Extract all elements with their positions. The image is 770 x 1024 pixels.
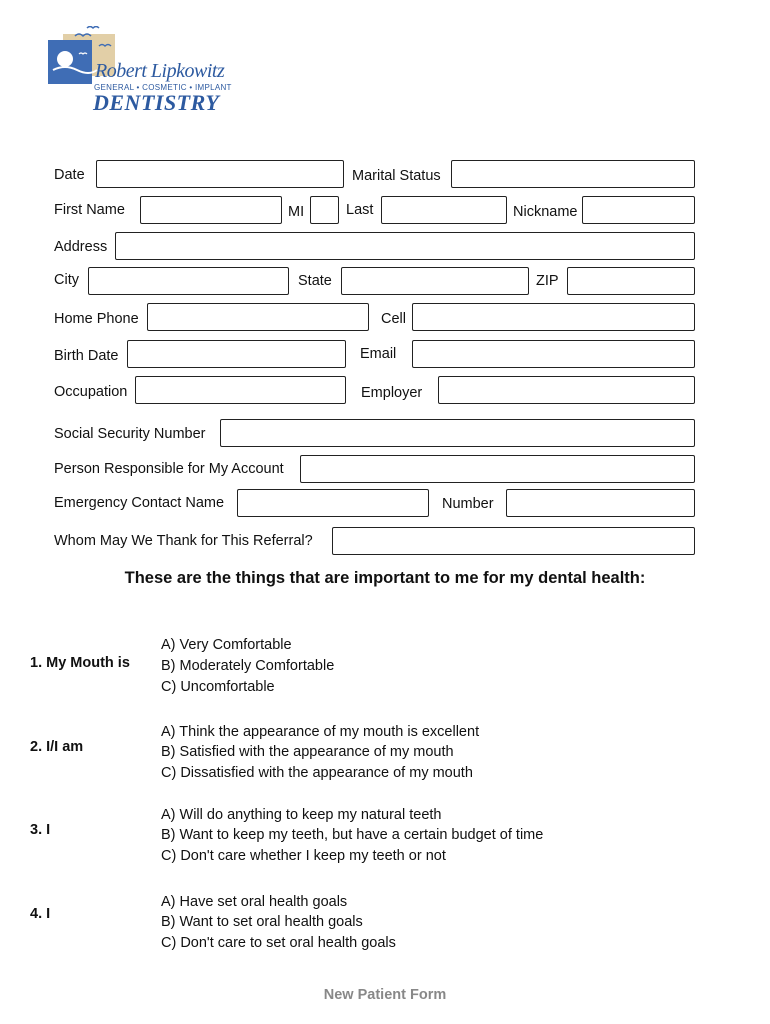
employer-label: Employer [361, 385, 423, 401]
question-option: A) Will do anything to keep my natural teeth [161, 807, 442, 823]
nickname-label: Nickname [513, 204, 578, 220]
page-footer: New Patient Form [323, 987, 447, 1003]
mi-field[interactable] [310, 196, 339, 224]
cell-field[interactable] [412, 303, 695, 331]
emergency-number-field[interactable] [506, 489, 695, 517]
emergency-name-field[interactable] [237, 489, 429, 517]
home-phone-field[interactable] [147, 303, 369, 331]
question-option: B) Moderately Comfortable [161, 658, 335, 674]
question-label: 2. I/I am [30, 739, 84, 755]
date-field[interactable] [96, 160, 344, 188]
question-option: B) Satisfied with the appearance of my mouth [161, 744, 454, 760]
responsible-field[interactable] [300, 455, 695, 483]
mi-label: MI [288, 204, 305, 220]
address-label: Address [54, 239, 108, 255]
email-field[interactable] [412, 340, 695, 368]
referral-field[interactable] [332, 527, 695, 555]
first-name-field[interactable] [140, 196, 282, 224]
ssn-field[interactable] [220, 419, 695, 447]
last-name-field[interactable] [381, 196, 507, 224]
question-option: B) Want to keep my teeth, but have a certain budget of time [161, 827, 544, 843]
zip-label: ZIP [536, 273, 559, 289]
cell-label: Cell [381, 311, 406, 327]
logo-name: Robert Lipkowitz [95, 60, 225, 82]
marital-status-field[interactable] [451, 160, 695, 188]
question-option: A) Think the appearance of my mouth is excellent [161, 724, 480, 740]
employer-field[interactable] [438, 376, 695, 404]
first-name-label: First Name [54, 202, 125, 218]
question-option: B) Want to set oral health goals [161, 914, 363, 930]
question-option: C) Uncomfortable [161, 679, 275, 695]
responsible-label: Person Responsible for My Account [54, 461, 284, 477]
birth-date-label: Birth Date [54, 348, 119, 364]
question-label: 3. I [30, 822, 51, 838]
birth-date-field[interactable] [127, 340, 346, 368]
emergency-name-label: Emergency Contact Name [54, 495, 225, 511]
question-option: A) Very Comfortable [161, 637, 292, 653]
nickname-field[interactable] [582, 196, 695, 224]
state-label: State [298, 273, 332, 289]
marital-status-label: Marital Status [352, 168, 441, 184]
city-field[interactable] [88, 267, 289, 295]
zip-field[interactable] [567, 267, 695, 295]
question-option: A) Have set oral health goals [161, 894, 348, 910]
logo-tagline: GENERAL • COSMETIC • IMPLANT [94, 83, 232, 92]
emergency-number-label: Number [442, 496, 494, 512]
question-option: C) Dissatisfied with the appearance of my mouth [161, 765, 473, 781]
question-option: C) Don't care whether I keep my teeth or not [161, 848, 446, 864]
section-heading: These are the things that are important to me for my dental health: [124, 569, 646, 587]
referral-label: Whom May We Thank for This Referral? [54, 533, 313, 549]
state-field[interactable] [341, 267, 529, 295]
last-label: Last [346, 202, 374, 218]
email-label: Email [360, 346, 397, 362]
home-phone-label: Home Phone [54, 311, 139, 327]
logo-title: DENTISTRY [93, 90, 220, 115]
question-option: C) Don't care to set oral health goals [161, 935, 396, 951]
date-label: Date [54, 167, 85, 183]
question-label: 1. My Mouth is [30, 655, 130, 671]
occupation-field[interactable] [135, 376, 346, 404]
city-label: City [54, 272, 79, 288]
question-label: 4. I [30, 906, 51, 922]
occupation-label: Occupation [54, 384, 128, 400]
ssn-label: Social Security Number [54, 426, 206, 442]
address-field[interactable] [115, 232, 695, 260]
